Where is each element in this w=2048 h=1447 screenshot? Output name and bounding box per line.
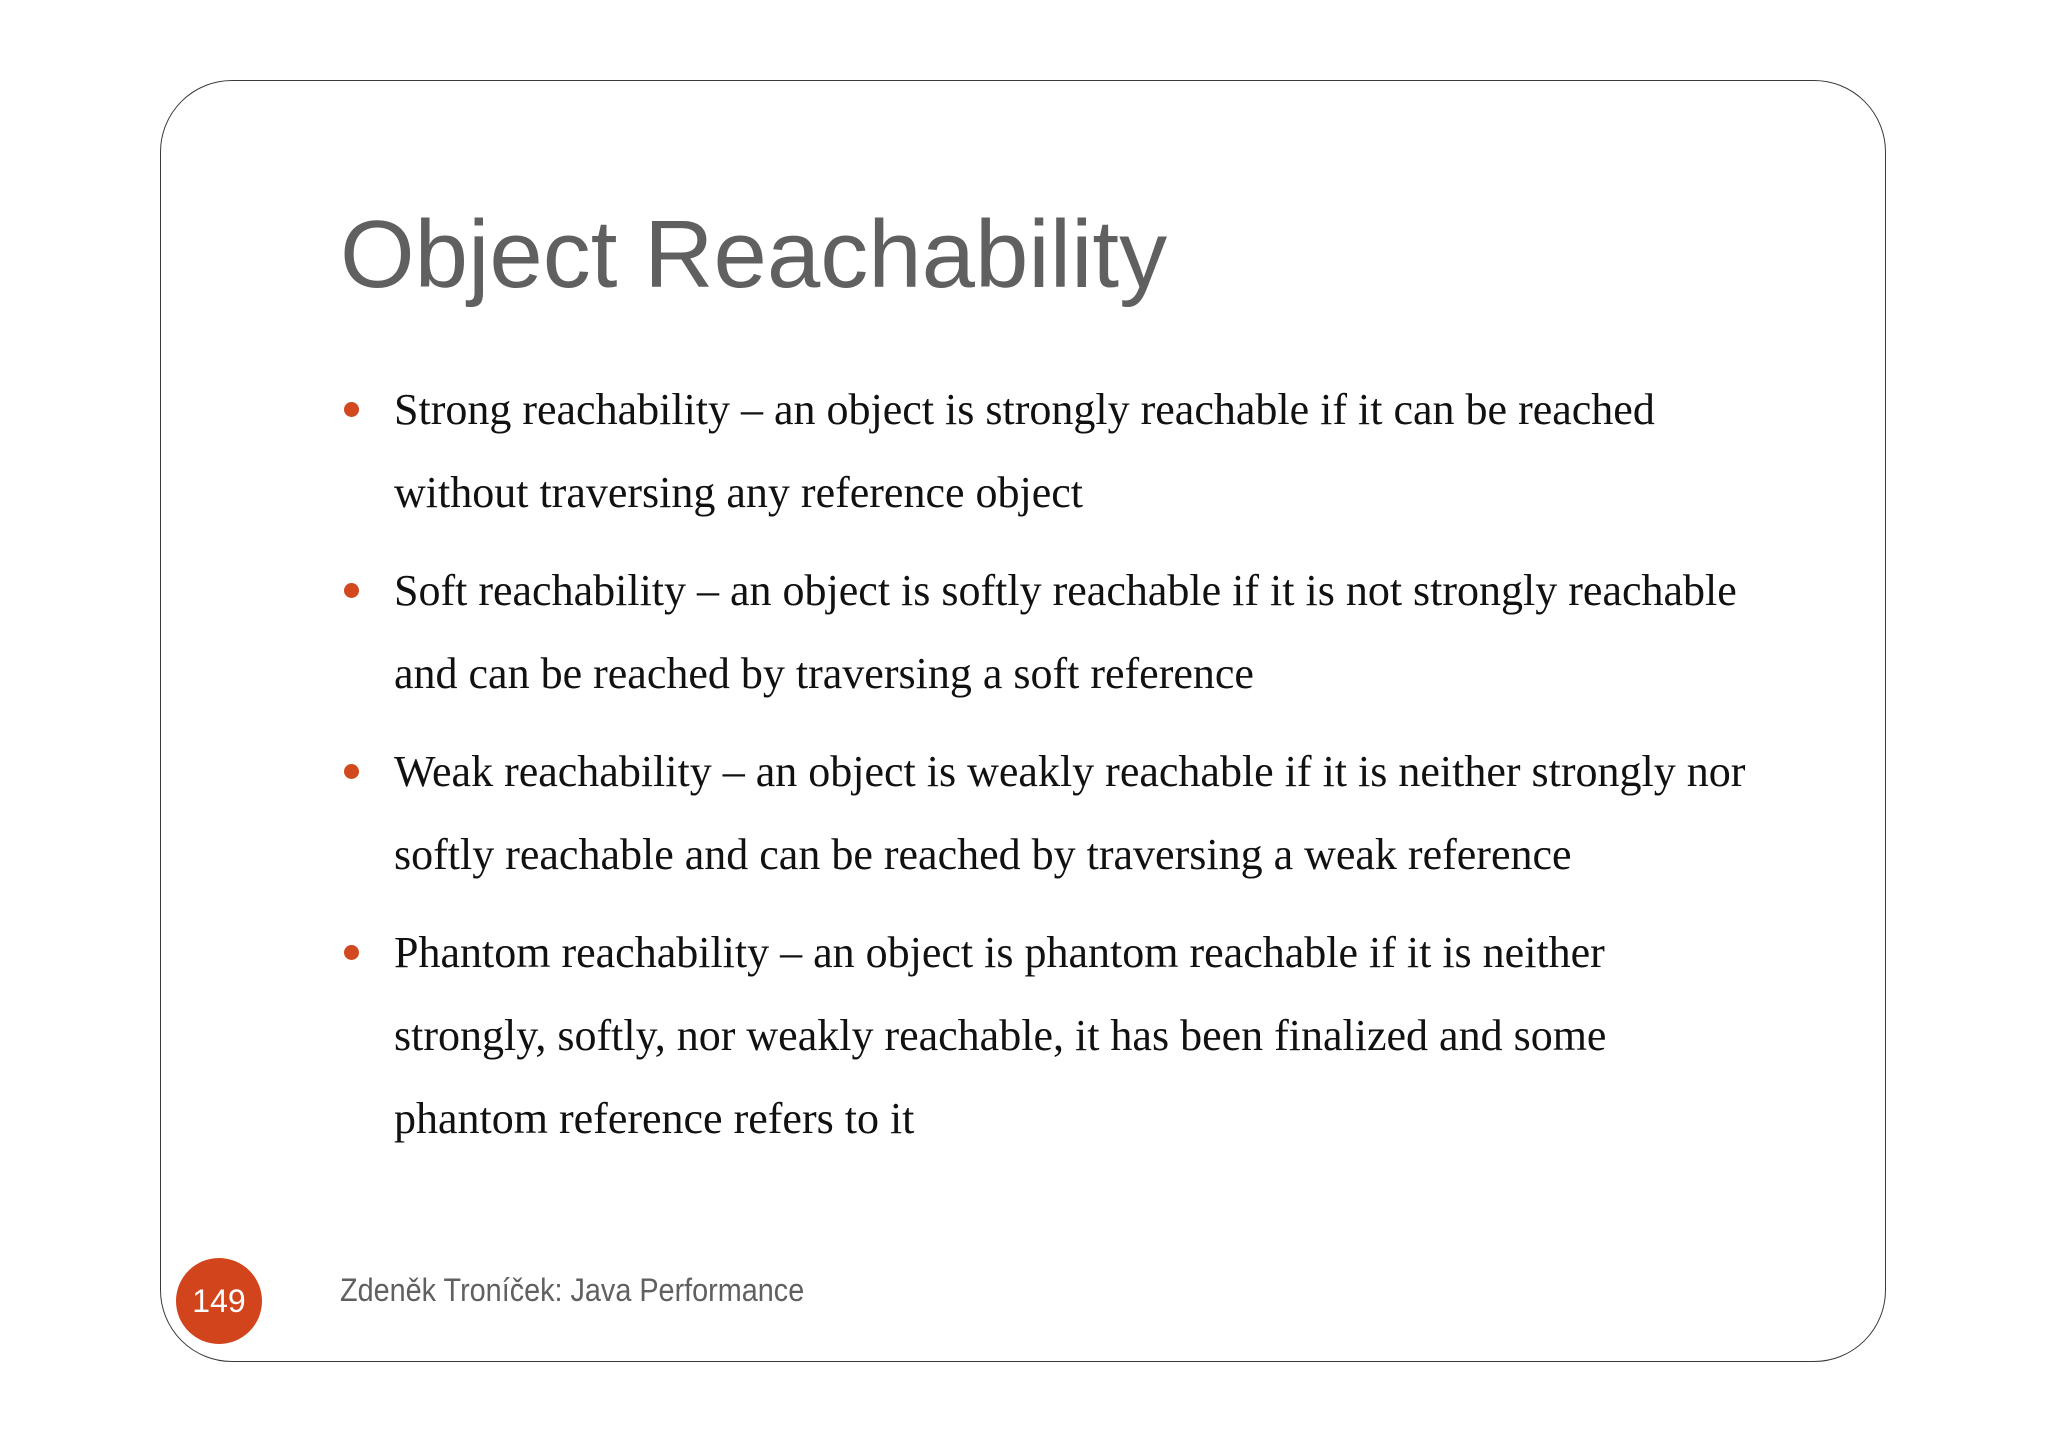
bullet-dot-icon [344, 945, 359, 960]
bullet-dot-icon [344, 764, 359, 779]
bullet-list [344, 368, 1764, 1175]
bullet-text: Weak reachability – an object is weakly reachable if it is neither strongly nor softly reachable and can be reached by traversing a weak reference [394, 747, 1746, 879]
bullet-weak-reachability [344, 730, 1764, 896]
page-number-badge: 149 [176, 1258, 262, 1344]
bullet-dot-icon [344, 402, 359, 417]
bullet-strong-reachability [344, 368, 1764, 534]
bullet-text: Soft reachability – an object is softly reachable if it is not strongly reachable and can be reached by traversing a soft reference [394, 566, 1737, 698]
slide-title: Object Reachability [340, 201, 1168, 308]
bullet-dot-icon [344, 583, 359, 598]
bullet-phantom-reachability [344, 911, 1764, 1160]
bullet-soft-reachability [344, 549, 1764, 715]
bullet-text: Strong reachability – an object is strongly reachable if it can be reached without traversing any reference object [394, 385, 1655, 517]
footer-author-course: Zdeněk Troníček: Java Performance [340, 1272, 805, 1308]
bullet-text: Phantom reachability – an object is phantom reachable if it is neither strongly, softly, nor weakly reachable, it has been finalized and some phantom reference refers to it [394, 928, 1607, 1143]
